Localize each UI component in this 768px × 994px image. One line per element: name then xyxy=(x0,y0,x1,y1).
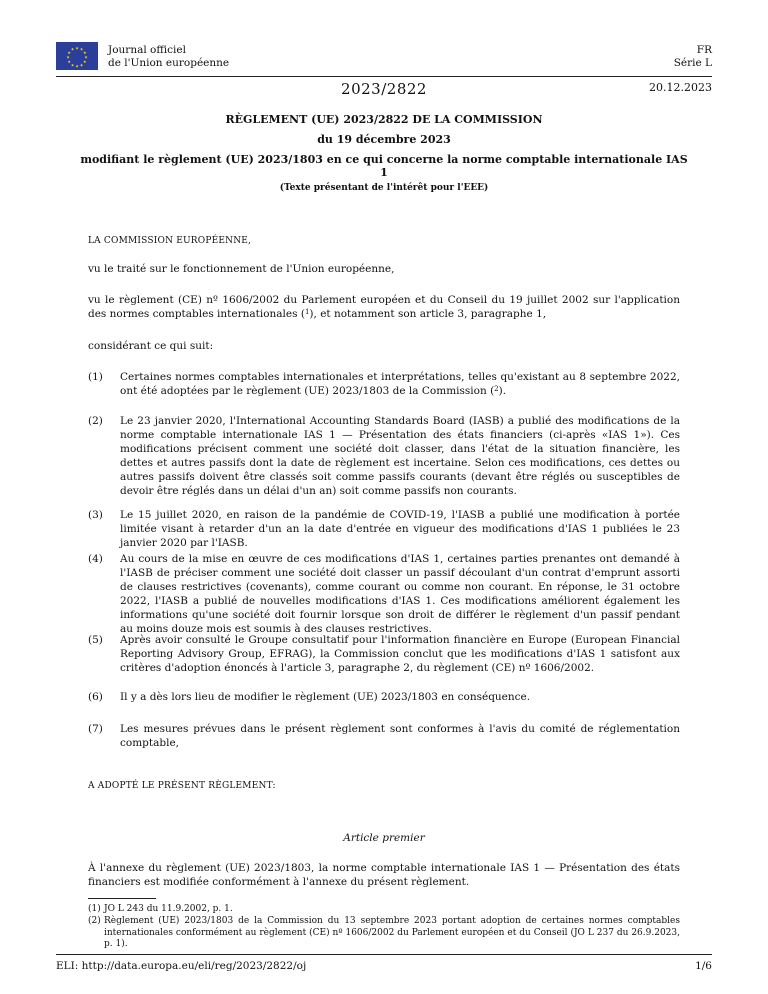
svg-text:★: ★ xyxy=(70,46,75,52)
svg-text:★: ★ xyxy=(75,45,79,51)
adopted-heading: A ADOPTÉ LE PRÉSENT RÈGLEMENT: xyxy=(88,781,276,791)
svg-text:★: ★ xyxy=(70,62,75,68)
svg-text:★: ★ xyxy=(79,46,84,52)
footnote-text: JO L 243 du 11.9.2002, p. 1. xyxy=(104,904,233,914)
recital-text: Il y a dès lors lieu de modifier le règlement (UE) 2023/1803 en conséquence. xyxy=(120,691,531,703)
recital-number: (7) xyxy=(88,723,103,735)
recital xyxy=(88,414,680,498)
recital xyxy=(88,722,680,750)
svg-text:★: ★ xyxy=(84,54,88,60)
footnote-ref-1[interactable]: 1 xyxy=(304,308,310,316)
header-divider xyxy=(56,76,712,77)
language-series xyxy=(674,44,712,70)
commission-heading: LA COMMISSION EUROPÉENNE, xyxy=(88,236,252,246)
eea-relevance: (Texte présentant de l'intérêt pour l'EEE) xyxy=(279,183,489,193)
recital-number: (4) xyxy=(88,553,103,565)
svg-text:★: ★ xyxy=(75,63,79,69)
footnote-ref-2[interactable]: 2 xyxy=(494,385,499,393)
footnote xyxy=(88,904,680,916)
regulation-date: du 19 décembre 2023 xyxy=(317,133,451,146)
recital-number: (3) xyxy=(88,509,103,521)
journal-line-1: Journal officiel xyxy=(108,44,186,56)
language-code: FR xyxy=(696,44,712,56)
recital-number: (5) xyxy=(88,634,103,646)
citation-regulation: vu le règlement (CE) nº 1606/2002 du Parlement européen et du Conseil du 19 juillet 2002 sur l'application des normes comptables internationales ($^1$), et notamment son article 3, paragraphe 1, xyxy=(88,294,680,320)
footnote-number: (1) xyxy=(88,904,101,914)
recital-text: Le 15 juillet 2020, en raison de la pandémie de COVID-19, l'IASB a publié une modification à portée limitée visant à retarder d'un an la date d'entrée en vigueur des modifications d'IAS 1 publiées le 23 janvier 2020 par l'IASB. xyxy=(120,509,680,549)
svg-text:★: ★ xyxy=(67,59,71,64)
recital-text: Au cours de la mise en œuvre de ces modifications d'IAS 1, certaines parties prenantes ont demandé à l'IASB de préciser comment une société doit classer un passif découlant d'un contrat d'emprunt assorti de clauses restrictives (covenants), comme courant ou comme non courant. En réponse, le 31 octobre 2022, l'IASB a publié de nouvelles modifications d'IAS 1. Ces modifications améliorent également les informations qu'une société doit fournir lorsque son droit de différer le règlement d'un passif pendant au moins douze mois est soumis à des clauses restrictives. xyxy=(120,553,680,635)
recital-text: Après avoir consulté le Groupe consultatif pour l'information financière en Europe (European Financial Reporting Advisory Group, EFRAG), la Commission conclut que les modifications d'IAS 1 satisfont aux critères d'adoption énoncés à l'article 3, paragraphe 2, du règlement (CE) nº 1606/2002. xyxy=(120,634,680,674)
page-number: 1/6 xyxy=(695,960,712,972)
recital-text: Le 23 janvier 2020, l'International Accounting Standards Board (IASB) a publié des modifications de la norme comptable internationale IAS 1 — Présentation des états financiers (ci-après «IAS 1»). Ces modifications précisent comment une société doit classer, dans l'état de la situation financière, les dettes et autres passifs dont la date de règlement est incertaine. Selon ces modifications, ces dettes ou autres passifs doivent être classés soit comme passifs courants (devant être réglés ou susceptibles de devoir être réglés dans un délai d'un an) soit comme passifs non courants. xyxy=(120,415,680,497)
recital: (1) Certaines normes comptables internationales et interprétations, telles qu'existant au 8 septembre 2022, ont été adoptées par le règlement (UE) 2023/1803 de la Commission ($^2$). xyxy=(88,371,680,397)
footnote xyxy=(88,916,680,951)
citation-treaty: vu le traité sur le fonctionnement de l'Union européenne, xyxy=(88,263,395,275)
recital xyxy=(88,633,680,675)
recital-text: Certaines normes comptables internationales et interprétations, telles qu'existant au 8 septembre 2022, ont été adoptées par le règlement (UE) 2023/1803 de la Commission ( xyxy=(120,371,680,397)
footnote-divider xyxy=(88,898,156,899)
footnote-number: (2) xyxy=(88,916,101,926)
regulation-subject: modifiant le règlement (UE) 2023/1803 en ce qui concerne la norme comptable internationale IAS 1 xyxy=(80,153,688,179)
footer-divider xyxy=(56,954,712,955)
svg-text:★: ★ xyxy=(66,54,70,60)
article-text: À l'annexe du règlement (UE) 2023/1803, la norme comptable internationale IAS 1 — Présentation des états financiers est modifiée conformément à l'annexe du présent règlement. xyxy=(88,862,680,888)
svg-text:★: ★ xyxy=(83,50,87,55)
recital xyxy=(88,690,680,704)
recital-number: (2) xyxy=(88,415,103,427)
recital xyxy=(88,552,680,636)
recital-number: (6) xyxy=(88,691,103,703)
considering-heading: considérant ce qui suit: xyxy=(88,340,214,352)
recital-text: Les mesures prévues dans le présent règlement sont conformes à l'avis du comité de réglementation comptable, xyxy=(120,723,680,749)
eu-flag-logo xyxy=(56,42,98,70)
document-number: 2023/2822 xyxy=(341,80,427,98)
eli-link[interactable]: ELI: http://data.europa.eu/eli/reg/2023/2822/oj xyxy=(56,960,307,972)
svg-text:★: ★ xyxy=(67,50,71,55)
article-heading: Article premier xyxy=(343,832,425,844)
recital-number: (1) xyxy=(88,371,103,383)
eu-stars-icon xyxy=(56,42,98,70)
series-label: Série L xyxy=(673,57,712,69)
svg-text:★: ★ xyxy=(79,62,84,68)
journal-line-2: de l'Union européenne xyxy=(108,57,230,69)
publication-date: 20.12.2023 xyxy=(649,81,712,94)
footnote-text: Règlement (UE) 2023/1803 de la Commission du 13 septembre 2023 portant adoption de certaines normes comptables internationales conformément au règlement (CE) nº 1606/2002 du Parlement européen et du Conseil (JO L 237 du 26.9.2023, p. 1). xyxy=(104,916,680,949)
regulation-title: RÈGLEMENT (UE) 2023/2822 DE LA COMMISSION xyxy=(225,113,543,126)
journal-name xyxy=(108,44,229,70)
svg-text:★: ★ xyxy=(83,59,87,64)
recital xyxy=(88,508,680,550)
